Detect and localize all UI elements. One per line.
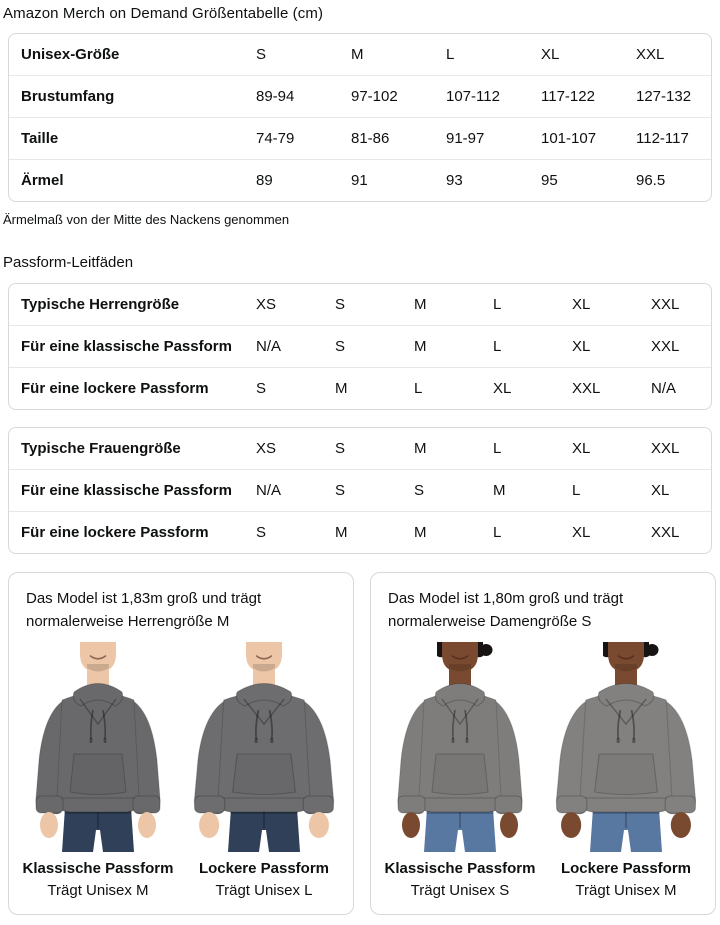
size-cell: XXL	[651, 512, 711, 554]
size-cell: XL	[572, 296, 591, 313]
table-row	[9, 34, 711, 76]
size-cell: M	[351, 46, 364, 63]
fit-guides-heading: Passform-Leitfäden	[3, 254, 134, 271]
womens-fit-table	[8, 427, 712, 554]
size-cell: 81-86	[351, 118, 446, 160]
size-caption: Trägt Unisex M	[47, 882, 149, 899]
row-label: Typische Herrengröße	[21, 296, 180, 313]
size-cell: 91-97	[446, 118, 541, 160]
row-label: Taille	[9, 118, 256, 160]
size-cell: XXL	[651, 440, 680, 457]
size-cell: XXL	[572, 368, 651, 410]
page-title: Amazon Merch on Demand Größentabelle (cm)	[3, 5, 324, 22]
size-cell: XL	[572, 326, 651, 368]
size-cell: XL	[572, 440, 591, 457]
size-cell: N/A	[256, 326, 335, 368]
size-cell: M	[335, 368, 414, 410]
size-cell: L	[493, 296, 502, 313]
size-cell: XL	[651, 470, 711, 512]
size-cell: M	[414, 512, 493, 554]
size-cell: N/A	[256, 470, 335, 512]
size-cell: S	[335, 440, 346, 457]
model-cards-row	[8, 572, 712, 915]
sleeve-measure-note: Ärmelmaß von der Mitte des Nackens genommen	[3, 212, 290, 227]
hoodie-model-illustration	[384, 642, 536, 852]
table-row	[9, 470, 711, 512]
table-row	[9, 368, 711, 410]
size-cell: M	[414, 440, 427, 457]
size-cell: XL	[541, 46, 560, 63]
size-cell: M	[414, 326, 493, 368]
unisex-size-table	[8, 33, 712, 202]
size-cell: 117-122	[541, 76, 636, 118]
size-cell: 107-112	[446, 76, 541, 118]
size-cell: 74-79	[256, 118, 351, 160]
size-cell: 112-117	[636, 118, 711, 160]
row-label: Für eine klassische Passform	[9, 470, 256, 512]
size-cell: XS	[256, 296, 277, 313]
size-cell: L	[414, 368, 493, 410]
size-cell: N/A	[651, 368, 711, 410]
fit-caption: Lockere Passform	[560, 860, 692, 877]
row-label: Brustumfang	[9, 76, 256, 118]
size-cell: 91	[351, 160, 446, 202]
size-cell: 89-94	[256, 76, 351, 118]
table-row	[9, 76, 711, 118]
model-photo	[188, 642, 340, 852]
size-cell: 93	[446, 160, 541, 202]
size-cell: XXL	[636, 46, 665, 63]
model-photo	[550, 642, 702, 852]
size-cell: L	[493, 440, 502, 457]
table-row	[9, 326, 711, 368]
fit-caption: Lockere Passform	[198, 860, 330, 877]
size-cell: 101-107	[541, 118, 636, 160]
size-caption: Trägt Unisex L	[215, 882, 313, 899]
size-cell: S	[335, 296, 346, 313]
table-row	[9, 160, 711, 202]
size-cell: XXL	[651, 296, 680, 313]
male-model-card	[8, 572, 354, 915]
row-label: Typische Frauengröße	[21, 440, 181, 457]
loose-fit-column	[550, 642, 702, 900]
hoodie-model-illustration	[22, 642, 174, 852]
row-label: Unisex-Größe	[21, 46, 120, 63]
fit-caption: Klassische Passform	[22, 860, 174, 877]
row-label: Für eine lockere Passform	[9, 512, 256, 554]
model-photo	[22, 642, 174, 852]
row-label: Ärmel	[9, 160, 256, 202]
size-cell: L	[446, 46, 455, 63]
size-cell: 127-132	[636, 76, 711, 118]
row-label: Für eine lockere Passform	[9, 368, 256, 410]
size-cell: S	[335, 326, 414, 368]
size-cell: XS	[256, 440, 277, 457]
table-row	[9, 118, 711, 160]
female-model-card	[370, 572, 716, 915]
hoodie-model-illustration	[188, 642, 340, 852]
classic-fit-column	[22, 642, 174, 900]
table-row	[9, 284, 711, 326]
size-cell: S	[414, 470, 493, 512]
size-caption: Trägt Unisex M	[575, 882, 677, 899]
size-cell: 95	[541, 160, 636, 202]
table-row	[9, 512, 711, 554]
size-cell: S	[256, 46, 267, 63]
loose-fit-column	[188, 642, 340, 900]
size-cell: XL	[572, 512, 651, 554]
size-cell: 96.5	[636, 160, 711, 202]
fit-caption: Klassische Passform	[384, 860, 536, 877]
size-cell: M	[335, 512, 414, 554]
model-photo	[384, 642, 536, 852]
size-cell: 89	[256, 160, 351, 202]
size-cell: XXL	[651, 326, 711, 368]
size-cell: M	[493, 470, 572, 512]
size-cell: L	[493, 512, 572, 554]
size-cell: 97-102	[351, 76, 446, 118]
classic-fit-column	[384, 642, 536, 900]
size-cell: M	[414, 296, 427, 313]
size-cell: S	[256, 368, 335, 410]
row-label: Für eine klassische Passform	[9, 326, 256, 368]
size-cell: S	[335, 470, 414, 512]
size-caption: Trägt Unisex S	[410, 882, 510, 899]
size-cell: XL	[493, 368, 572, 410]
table-row	[9, 428, 711, 470]
mens-fit-table	[8, 283, 712, 410]
model-description: Das Model ist 1,83m groß und trägt normalerweise Herrengröße M	[26, 590, 262, 630]
size-cell: S	[256, 512, 335, 554]
hoodie-model-illustration	[550, 642, 702, 852]
model-description: Das Model ist 1,80m groß und trägt normalerweise Damengröße S	[388, 590, 624, 630]
size-cell: L	[493, 326, 572, 368]
size-cell: L	[572, 470, 651, 512]
